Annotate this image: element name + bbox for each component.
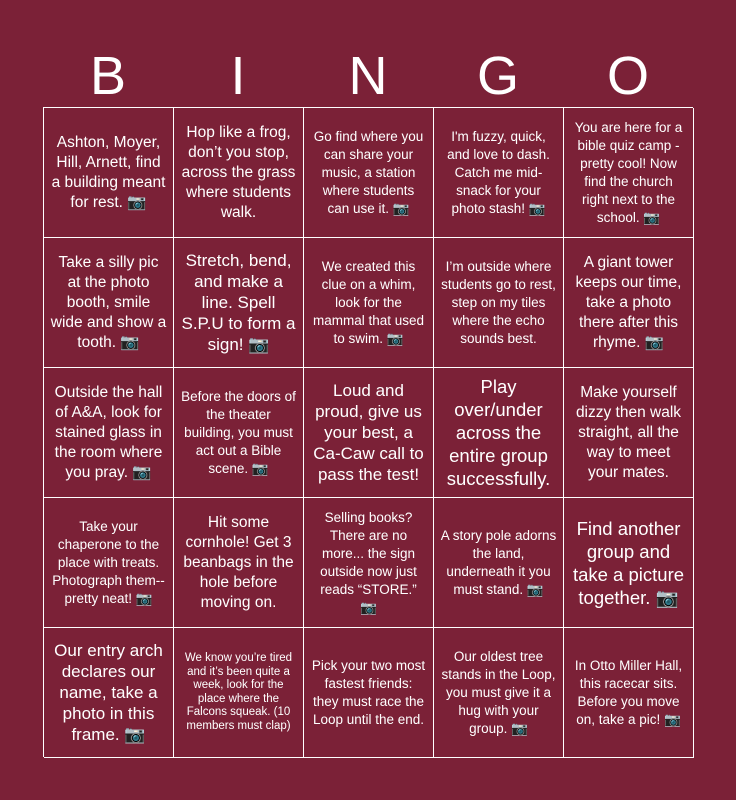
bingo-cell-r4c3[interactable] xyxy=(304,498,434,628)
cell-text: Go find where you can share your music, a station where students can use it. 📷 xyxy=(313,128,424,216)
cell-text: Pick your two most fastest friends: they must race the Loop until the end. xyxy=(311,657,426,727)
bingo-cell-r4c4[interactable] xyxy=(434,498,564,628)
bingo-cell-r2c4[interactable] xyxy=(434,238,564,368)
header-letter-o: O xyxy=(606,46,649,106)
cell-text: A giant tower keeps our time, take a photo there after this rhyme. 📷 xyxy=(575,253,682,351)
bingo-cell-r1c1[interactable] xyxy=(44,108,174,238)
bingo-cell-r1c3[interactable] xyxy=(304,108,434,238)
header-letter-n: N xyxy=(348,46,388,106)
bingo-cell-r2c2[interactable] xyxy=(174,238,304,368)
bingo-cell-r3c4[interactable] xyxy=(434,368,564,498)
cell-text: A story pole adorns the land, underneath it you must stand. 📷 xyxy=(440,527,557,597)
bingo-cell-r1c5[interactable] xyxy=(564,108,694,238)
header-letter-b: B xyxy=(89,46,127,106)
cell-text: Our oldest tree stands in the Loop, you must give it a hug with your group. 📷 xyxy=(441,648,556,736)
cell-text: You are here for a bible quiz camp - pretty cool! Now find the church right next to the school. 📷 xyxy=(574,119,683,225)
cell-text: Find another group and take a picture together. 📷 xyxy=(572,517,685,608)
bingo-cell-r4c5[interactable] xyxy=(564,498,694,628)
cell-text: Outside the hall of A&A, look for stained glass in the room where you pray. 📷 xyxy=(54,383,163,481)
cell-text: In Otto Miller Hall, this racecar sits. Before you move on, take a pic! 📷 xyxy=(574,657,683,727)
cell-text: Our entry arch declares our name, take a photo in this frame. 📷 xyxy=(54,641,163,744)
bingo-cell-r5c4[interactable] xyxy=(434,628,564,758)
cell-text: Ashton, Moyer, Hill, Arnett, find a building meant for rest. 📷 xyxy=(51,133,166,211)
bingo-cell-r3c2[interactable] xyxy=(174,368,304,498)
bingo-cell-r3c3[interactable] xyxy=(304,368,434,498)
bingo-cell-r4c2[interactable] xyxy=(174,498,304,628)
cell-text: We created this clue on a whim, look for the mammal that used to swim. 📷 xyxy=(312,258,425,346)
bingo-cell-r1c4[interactable] xyxy=(434,108,564,238)
cell-text: We know you’re tired and it’s been quite a week, look for the place where the Falcons squeak. (10 members must clap) xyxy=(184,652,293,732)
bingo-cell-r3c5[interactable] xyxy=(564,368,694,498)
cell-text: Play over/under across the entire group successfully. xyxy=(446,376,551,489)
bingo-cell-r5c5[interactable] xyxy=(564,628,694,758)
bingo-cell-r3c1[interactable] xyxy=(44,368,174,498)
cell-text: Before the doors of the theater building, you must act out a Bible scene. 📷 xyxy=(181,388,296,476)
cell-text: I’m outside where students go to rest, step on my tiles where the echo sounds best. xyxy=(441,258,556,346)
bingo-header xyxy=(43,45,693,107)
cell-text: Hop like a frog, don’t you stop, across the grass where students walk. xyxy=(181,123,296,221)
cell-text: Take a silly pic at the photo booth, smile wide and show a tooth. 📷 xyxy=(50,253,167,351)
cell-text: Stretch, bend, and make a line. Spell S.P.U to form a sign! 📷 xyxy=(181,251,296,354)
bingo-cell-r5c2[interactable] xyxy=(174,628,304,758)
bingo-cell-r1c2[interactable] xyxy=(174,108,304,238)
cell-text: Selling books? There are no more... the sign outside now just reads “STORE.” 📷 xyxy=(320,509,417,615)
bingo-cell-r2c5[interactable] xyxy=(564,238,694,368)
bingo-cell-r5c1[interactable] xyxy=(44,628,174,758)
bingo-cell-r4c1[interactable] xyxy=(44,498,174,628)
cell-text: I'm fuzzy, quick, and love to dash. Catch me mid-snack for your photo stash! 📷 xyxy=(447,128,550,216)
cell-text: Make yourself dizzy then walk straight, all the way to meet your mates. xyxy=(575,383,682,481)
cell-text: Take your chaperone to the place with treats. Photograph them--pretty neat! 📷 xyxy=(52,518,165,606)
cell-text: Loud and proud, give us your best, a Ca-Caw call to pass the test! xyxy=(313,381,424,484)
bingo-cell-r2c1[interactable] xyxy=(44,238,174,368)
header-letter-i: I xyxy=(230,46,246,106)
header-letter-g: G xyxy=(476,46,519,106)
cell-text: Hit some cornhole! Get 3 beanbags in the hole before moving on. xyxy=(183,513,294,611)
bingo-grid xyxy=(43,107,693,757)
bingo-cell-r2c3[interactable] xyxy=(304,238,434,368)
bingo-cell-r5c3[interactable] xyxy=(304,628,434,758)
